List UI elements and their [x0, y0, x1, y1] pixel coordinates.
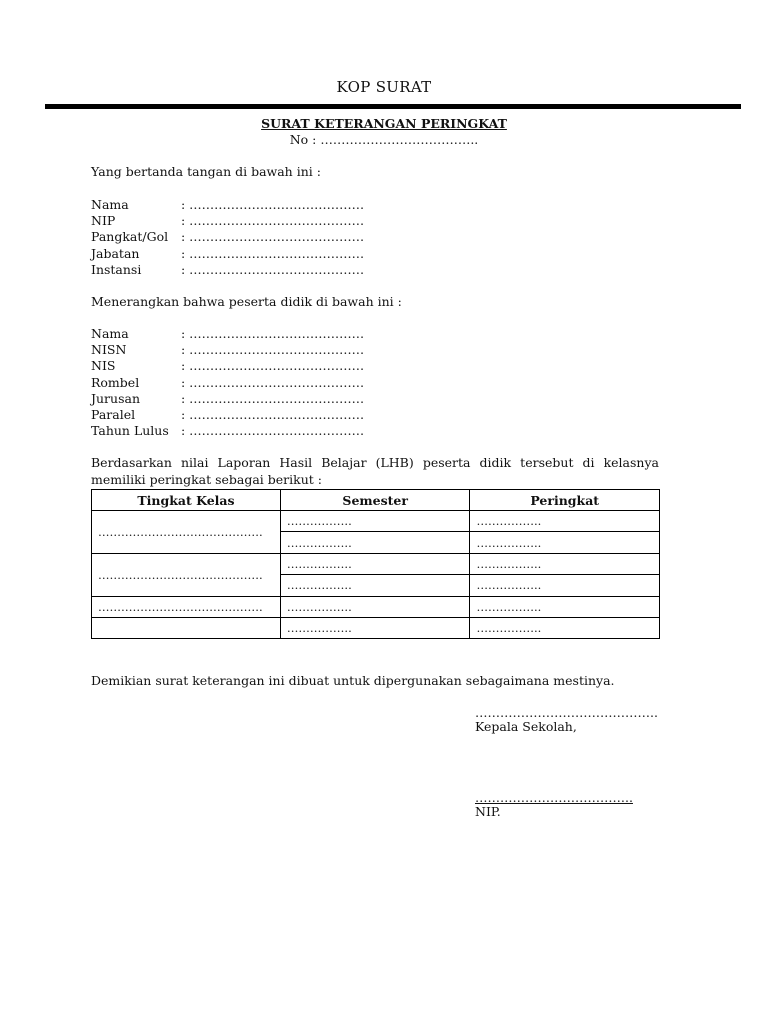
cell-peringkat: …………….. — [470, 575, 660, 596]
signature-nip: NIP. — [475, 804, 501, 819]
field-label: Rombel — [91, 374, 140, 390]
field-label: Paralel — [91, 406, 136, 422]
field-row — [91, 326, 364, 342]
field-value: : …………………………………… — [181, 261, 365, 277]
cell-semester: …………….. — [280, 511, 470, 532]
field-label: Tahun Lulus — [91, 423, 169, 439]
field-value: : …………………………………… — [181, 342, 365, 358]
signer-fields — [91, 197, 364, 278]
field-value: : …………………………………… — [181, 423, 365, 439]
cell-tingkat-kelas — [92, 617, 281, 638]
table-row — [92, 553, 660, 574]
student-fields — [91, 326, 364, 439]
field-value: : …………………………………… — [181, 197, 365, 212]
cell-peringkat: …………….. — [470, 532, 660, 553]
cell-peringkat: …………….. — [470, 553, 660, 574]
cell-semester: …………….. — [280, 596, 470, 617]
field-value: : …………………………………… — [181, 390, 365, 406]
field-row — [91, 229, 364, 245]
ranking-table — [91, 489, 660, 639]
table-row — [92, 596, 660, 617]
field-value: : …………………………………… — [181, 374, 365, 390]
letterhead-rule — [45, 104, 741, 109]
field-value: : …………………………………… — [181, 213, 365, 229]
field-label: NIP — [91, 213, 116, 229]
field-row — [91, 197, 364, 213]
document-number: No : ……………………………….. — [289, 132, 479, 147]
column-header-tingkat-kelas: Tingkat Kelas — [92, 490, 281, 511]
field-row — [91, 213, 364, 229]
document-title: SURAT KETERANGAN PERINGKAT — [261, 116, 507, 131]
signature-place-date: …………………………………….. — [475, 705, 658, 720]
intro-text: Yang bertanda tangan di bawah ini : — [91, 164, 321, 179]
field-label: Jabatan — [91, 245, 140, 261]
cell-tingkat-kelas: ……………………………………. — [92, 553, 281, 596]
cell-semester: …………….. — [280, 617, 470, 638]
table-row — [92, 617, 660, 638]
closing-text: Demikian surat keterangan ini dibuat untuk dipergunakan sebagaimana mestinya. — [91, 673, 615, 688]
field-row — [91, 342, 364, 358]
signature-name: ……………………………….. — [475, 790, 633, 805]
cell-semester: …………….. — [280, 575, 470, 596]
field-label: NIS — [91, 358, 116, 374]
cell-semester: …………….. — [280, 553, 470, 574]
table-row — [92, 511, 660, 532]
field-label: Jurusan — [91, 390, 141, 406]
letterhead-title: KOP SURAT — [336, 78, 432, 96]
statement-text: Menerangkan bahwa peserta didik di bawah ini : — [91, 294, 402, 309]
field-row — [91, 246, 364, 262]
field-row — [91, 358, 364, 374]
field-row — [91, 407, 364, 423]
field-label: Pangkat/Gol — [91, 229, 169, 245]
field-label: NISN — [91, 342, 127, 358]
cell-peringkat: …………….. — [470, 617, 660, 638]
cell-tingkat-kelas: ……………………………………. — [92, 596, 281, 617]
table-header-row — [92, 490, 660, 511]
field-label: Nama — [91, 326, 129, 341]
field-value: : …………………………………… — [181, 229, 365, 245]
field-value: : …………………………………… — [181, 245, 365, 261]
cell-peringkat: …………….. — [470, 596, 660, 617]
field-value: : …………………………………… — [181, 406, 365, 422]
basis-text: Berdasarkan nilai Laporan Hasil Belajar (LHB) peserta didik tersebut di kelasnya memiliki peringkat sebagai berikut : — [91, 455, 659, 487]
field-value: : …………………………………… — [181, 358, 365, 374]
cell-semester: …………….. — [280, 532, 470, 553]
field-row — [91, 262, 364, 278]
field-row — [91, 423, 364, 439]
field-row — [91, 391, 364, 407]
column-header-semester: Semester — [280, 490, 470, 511]
signature-role: Kepala Sekolah, — [475, 719, 577, 734]
cell-tingkat-kelas: ……………………………………. — [92, 511, 281, 554]
field-label: Nama — [91, 197, 129, 212]
field-row — [91, 375, 364, 391]
column-header-peringkat: Peringkat — [470, 490, 660, 511]
field-label: Instansi — [91, 261, 142, 277]
cell-peringkat: …………….. — [470, 511, 660, 532]
field-value: : …………………………………… — [181, 326, 365, 341]
